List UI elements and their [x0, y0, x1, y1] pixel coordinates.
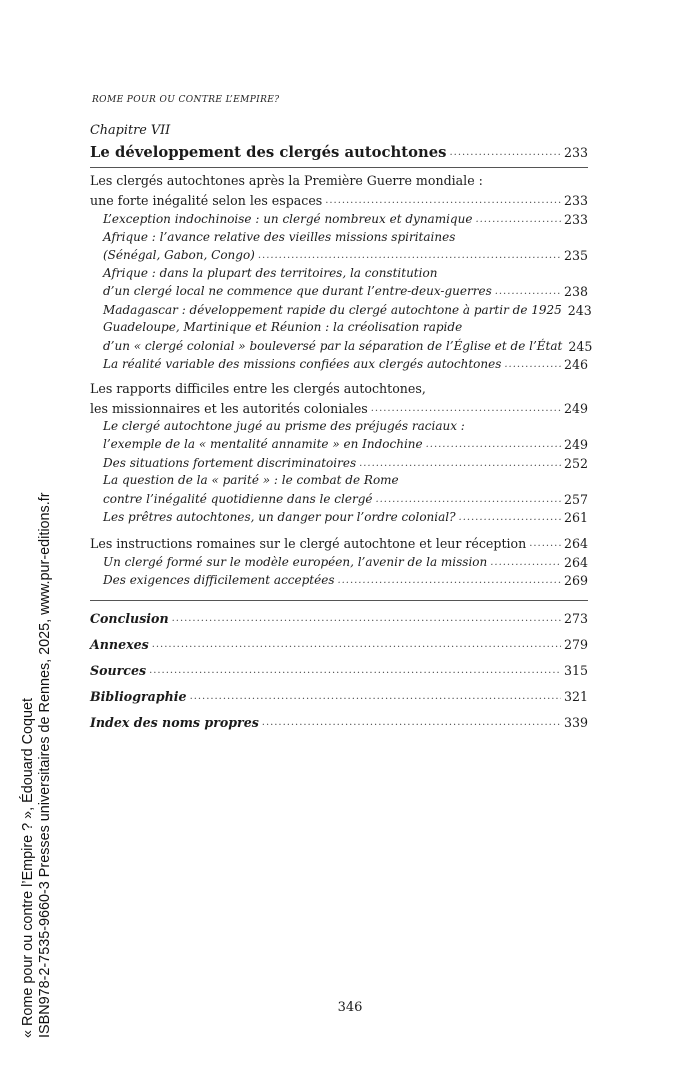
- chapter-label: Chapitre VII: [90, 123, 171, 138]
- back-matter-label: Index des noms propres: [90, 714, 259, 730]
- entry-page: 264: [563, 535, 588, 551]
- entry-text: Guadeloupe, Martinique et Réunion : la créolisation rapide: [103, 320, 463, 334]
- toc-subentry[interactable]: [103, 418, 588, 454]
- toc-subsections: [90, 553, 588, 590]
- toc-subentry[interactable]: [103, 210, 588, 229]
- back-matter-entry[interactable]: [90, 657, 588, 683]
- entry-text: Des situations fortement discriminatoires: [103, 455, 357, 470]
- back-matter-page: 339: [563, 714, 588, 730]
- leader-dots: [475, 210, 561, 229]
- leader-dots: [152, 631, 561, 657]
- entry-page: 238: [563, 284, 588, 299]
- leader-dots: [337, 571, 560, 590]
- toc-entry[interactable]: [90, 533, 588, 553]
- entry-text: une forte inégalité selon les espaces: [90, 193, 323, 208]
- entry-text: La question de la « parité » : le combat de Rome: [103, 473, 399, 487]
- entry-text: Les instructions romaines sur le clergé autochtone et leur réception: [90, 535, 527, 551]
- chapter-title-entry[interactable]: [90, 140, 588, 163]
- entry-text: Les rapports difficiles entre les clergés autochtones,: [90, 380, 426, 396]
- leader-dots: [459, 508, 561, 527]
- leader-dots: [258, 246, 561, 265]
- toc-section: [90, 380, 588, 527]
- toc-entry[interactable]: [90, 172, 588, 210]
- entry-page: 264: [563, 554, 588, 570]
- entry-page: 249: [563, 437, 588, 452]
- back-matter-entry[interactable]: [90, 683, 588, 709]
- leader-dots: [490, 553, 561, 572]
- sidebar-line-1: « Rome pour ou contre l’Empire ? », Édouard Coquet: [20, 698, 36, 1038]
- entry-page: 243: [567, 302, 592, 318]
- running-head: ROME POUR OU CONTRE L’EMPIRE?: [92, 95, 280, 105]
- leader-dots: [371, 398, 561, 418]
- entry-text: Un clergé formé sur le modèle européen, l’avenir de la mission: [103, 554, 488, 569]
- entry-text: Le clergé autochtone jugé au prisme des préjugés raciaux :: [103, 418, 465, 433]
- divider: [90, 600, 588, 601]
- leader-dots: [375, 490, 560, 509]
- chapter-page: 233: [563, 145, 588, 160]
- back-matter-page: 273: [563, 610, 588, 626]
- page-number: 346: [337, 1000, 363, 1015]
- leader-dots: [359, 454, 561, 473]
- entry-text: Afrique : l’avance relative des vieilles missions spiritaines: [103, 229, 456, 244]
- sections: [90, 172, 593, 590]
- back-matter-page: 315: [563, 662, 588, 678]
- entry-text: (Sénégal, Gabon, Congo): [103, 248, 255, 262]
- entry-page: 257: [563, 491, 588, 507]
- entry-text: Des exigences difficilement acceptées: [103, 573, 335, 587]
- entry-text: L’exception indochinoise : un clergé nombreux et dynamique: [103, 212, 473, 226]
- back-matter-label: Annexes: [90, 636, 149, 652]
- leader-dots: [149, 657, 561, 683]
- entry-page: 235: [563, 248, 588, 263]
- leader-dots: [262, 709, 561, 735]
- entry-text: d’un clergé local ne commence que durant l’entre-deux-guerres: [103, 284, 492, 298]
- leader-dots: [450, 140, 561, 163]
- entry-text: les missionnaires et les autorités coloniales: [90, 400, 368, 416]
- sidebar-line-2: ISBN978-2-7535-9660-3 Presses universitaires de Rennes, 2025, www.pur-editions.fr: [37, 492, 53, 1038]
- toc-section: [90, 172, 593, 374]
- toc-subentry[interactable]: [103, 454, 588, 473]
- leader-dots: [495, 282, 561, 301]
- back-matter-label: Conclusion: [90, 610, 169, 626]
- table-of-contents: [90, 122, 593, 735]
- entry-text: Afrique : dans la plupart des territoires, la constitution: [103, 265, 438, 280]
- entry-page: 269: [563, 573, 588, 588]
- entry-page: 233: [563, 212, 588, 227]
- toc-subentry[interactable]: [103, 355, 588, 374]
- toc-subentry[interactable]: [103, 301, 592, 320]
- toc-subentry[interactable]: [103, 571, 588, 590]
- back-matter-page: 321: [563, 688, 588, 704]
- entry-page: 261: [563, 510, 588, 525]
- leader-dots: [529, 533, 561, 553]
- entry-text: Les prêtres autochtones, un danger pour l’ordre colonial?: [103, 510, 456, 524]
- leader-dots: [504, 355, 561, 374]
- entry-page: 245: [568, 338, 593, 354]
- toc-subentry[interactable]: [103, 229, 588, 265]
- toc-subentry[interactable]: [103, 553, 588, 572]
- entry-text: l’exemple de la « mentalité annamite » en Indochine: [103, 437, 423, 451]
- toc-entry[interactable]: [90, 380, 588, 418]
- toc-subsections: [90, 210, 593, 374]
- entry-text: contre l’inégalité quotidienne dans le clergé: [103, 491, 373, 506]
- back-matter-entry[interactable]: [90, 631, 588, 657]
- toc-subentry[interactable]: [103, 265, 588, 301]
- entry-text: La réalité variable des missions confiées aux clergés autochtones: [103, 357, 502, 371]
- leader-dots: [426, 435, 561, 454]
- leader-dots: [325, 190, 561, 210]
- toc-section: [90, 533, 588, 590]
- entry-page: 252: [563, 455, 588, 471]
- toc-subsections: [90, 418, 588, 527]
- back-matter-entry[interactable]: [90, 605, 588, 631]
- toc-subentry[interactable]: [103, 472, 588, 508]
- toc-subentry[interactable]: [103, 508, 588, 527]
- back-matter-entry[interactable]: [90, 709, 588, 735]
- back-matter-page: 279: [563, 636, 588, 652]
- entry-text: Les clergés autochtones après la Première Guerre mondiale :: [90, 173, 483, 188]
- toc-subentry[interactable]: [103, 319, 593, 355]
- entry-text: d’un « clergé colonial » bouleversé par la séparation de l’Église et de l’État: [103, 338, 563, 353]
- back-matter-label: Bibliographie: [90, 688, 187, 704]
- entry-page: 246: [563, 357, 588, 372]
- entry-page: 249: [563, 400, 588, 416]
- leader-dots: [172, 605, 561, 631]
- copyright-sidebar: [20, 492, 54, 1038]
- leader-dots: [190, 683, 561, 709]
- back-matter: [90, 605, 588, 735]
- back-matter-label: Sources: [90, 662, 147, 678]
- divider: [90, 167, 588, 168]
- chapter-title: Le développement des clergés autochtones: [90, 144, 447, 161]
- entry-page: 233: [563, 193, 588, 208]
- entry-text: Madagascar : développement rapide du clergé autochtone à partir de 1925: [103, 302, 562, 317]
